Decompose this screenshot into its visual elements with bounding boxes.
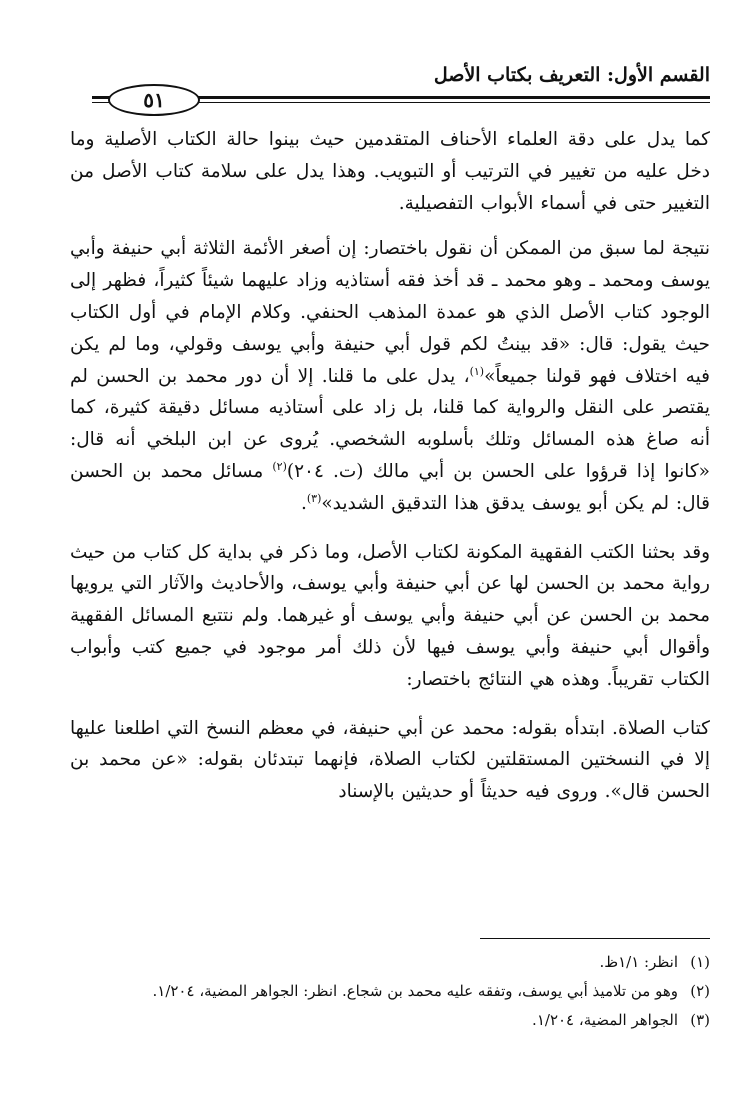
paragraph-3: وقد بحثنا الكتب الفقهية المكونة لكتاب الأصل، وما ذكر في بداية كل كتاب من حيث رواية محمد بن الحسن لها عن أبي حنيفة وأبي يوسف، والأحاديث والآثار التي يرويها محمد بن الحسن عن أبي حنيفة وأبي يوسف أو غيرهما. ولم نتتبع المسائل الفقهية وأقوال أبي حنيفة وأبي يوسف فيها لأن ذلك أمر موجود في جميع كتب وأبواب الكتاب تقريباً. وهذه هي النتائج باختصار: bbox=[70, 541, 710, 690]
paragraph-1: كما يدل على دقة العلماء الأحناف المتقدمين حيث بينوا حالة الكتاب الأصلية وما دخل عليه من تغيير في الترتيب أو التبويب. وهذا يدل على سلامة كتاب الأصل من التغيير حتى في أسماء الأبواب التفصيلية. bbox=[70, 129, 710, 214]
footnote-separator bbox=[480, 938, 710, 939]
paragraph-2-part-b: ، يدل على ما قلنا. إلا أن دور محمد بن الحسن لم يقتصر على النقل والرواية كما قلنا، بل زاد على أستاذيه مسائل دقيقة كثيرة، كما أنه صاغ هذه المسائل وتلك بأسلوبه الشخصي. يُروى عن ابن البلخي أنه قال: «كانوا إذا قرؤوا على الحسن بن أبي مالك (ت. ٢٠٤) bbox=[70, 365, 710, 482]
paragraph-2 bbox=[70, 233, 710, 519]
paragraph-2-part-a: نتيجة لما سبق من الممكن أن نقول باختصار: إن أصغر الأئمة الثلاثة أبي حنيفة وأبي يوسف ومحمد ـ وهو محمد ـ قد أخذ فقه أستاذيه وزاد عليهما شيئاً كثيراً، فظهر إلى الوجود كتاب الأصل الذي هو عمدة المذهب الحنفي. وكلام الإمام في أول الكتاب حيث يقول: قال: «قد بينتُ لكم قول أبي حنيفة وأبي يوسف وقولي، وما لم يكن فيه اختلاف فهو قولنا جميعاً» bbox=[70, 238, 710, 387]
paragraph-4: كتاب الصلاة. ابتدأه بقوله: محمد عن أبي حنيفة، في معظم النسخ التي اطلعنا عليها إلا في النسختين المستقلتين لكتاب الصلاة، فإنهما تبتدئان بقوله: «عن محمد بن الحسن قال». وروى فيه حديثاً أو حديثين بالإسناد bbox=[70, 717, 710, 803]
page-number: ٥١ bbox=[108, 84, 200, 116]
paragraph-2-part-d: . bbox=[300, 492, 307, 514]
footnote-number: (١) bbox=[690, 953, 710, 971]
footnote-1 bbox=[70, 950, 710, 975]
paragraph-2-part-c: مسائل محمد بن الحسن قال: لم يكن أبو يوسف يدقق هذا التدقيق الشديد» bbox=[70, 460, 710, 514]
footnote-text: انظر: ١/١ظ. bbox=[599, 953, 678, 971]
footnote-text: وهو من تلاميذ أبي يوسف، وتفقه عليه محمد بن شجاع. انظر: الجواهر المضية، ١/٢٠٤. bbox=[152, 982, 678, 1000]
footnote-text: الجواهر المضية، ١/٢٠٤. bbox=[532, 1011, 678, 1029]
footnote-ref-2: (٢) bbox=[272, 459, 287, 473]
running-title: القسم الأول: التعريف بكتاب الأصل bbox=[433, 64, 710, 86]
footnote-number: (٢) bbox=[690, 982, 710, 1000]
footnote-ref-1: (١) bbox=[469, 364, 485, 378]
footnote-2 bbox=[70, 979, 710, 1004]
footnote-ref-3: (٣) bbox=[306, 491, 322, 505]
footnote-number: (٣) bbox=[690, 1011, 710, 1029]
body-text bbox=[70, 124, 710, 822]
page-header bbox=[92, 60, 710, 112]
footnotes bbox=[70, 950, 710, 1037]
footnote-3 bbox=[70, 1008, 710, 1033]
